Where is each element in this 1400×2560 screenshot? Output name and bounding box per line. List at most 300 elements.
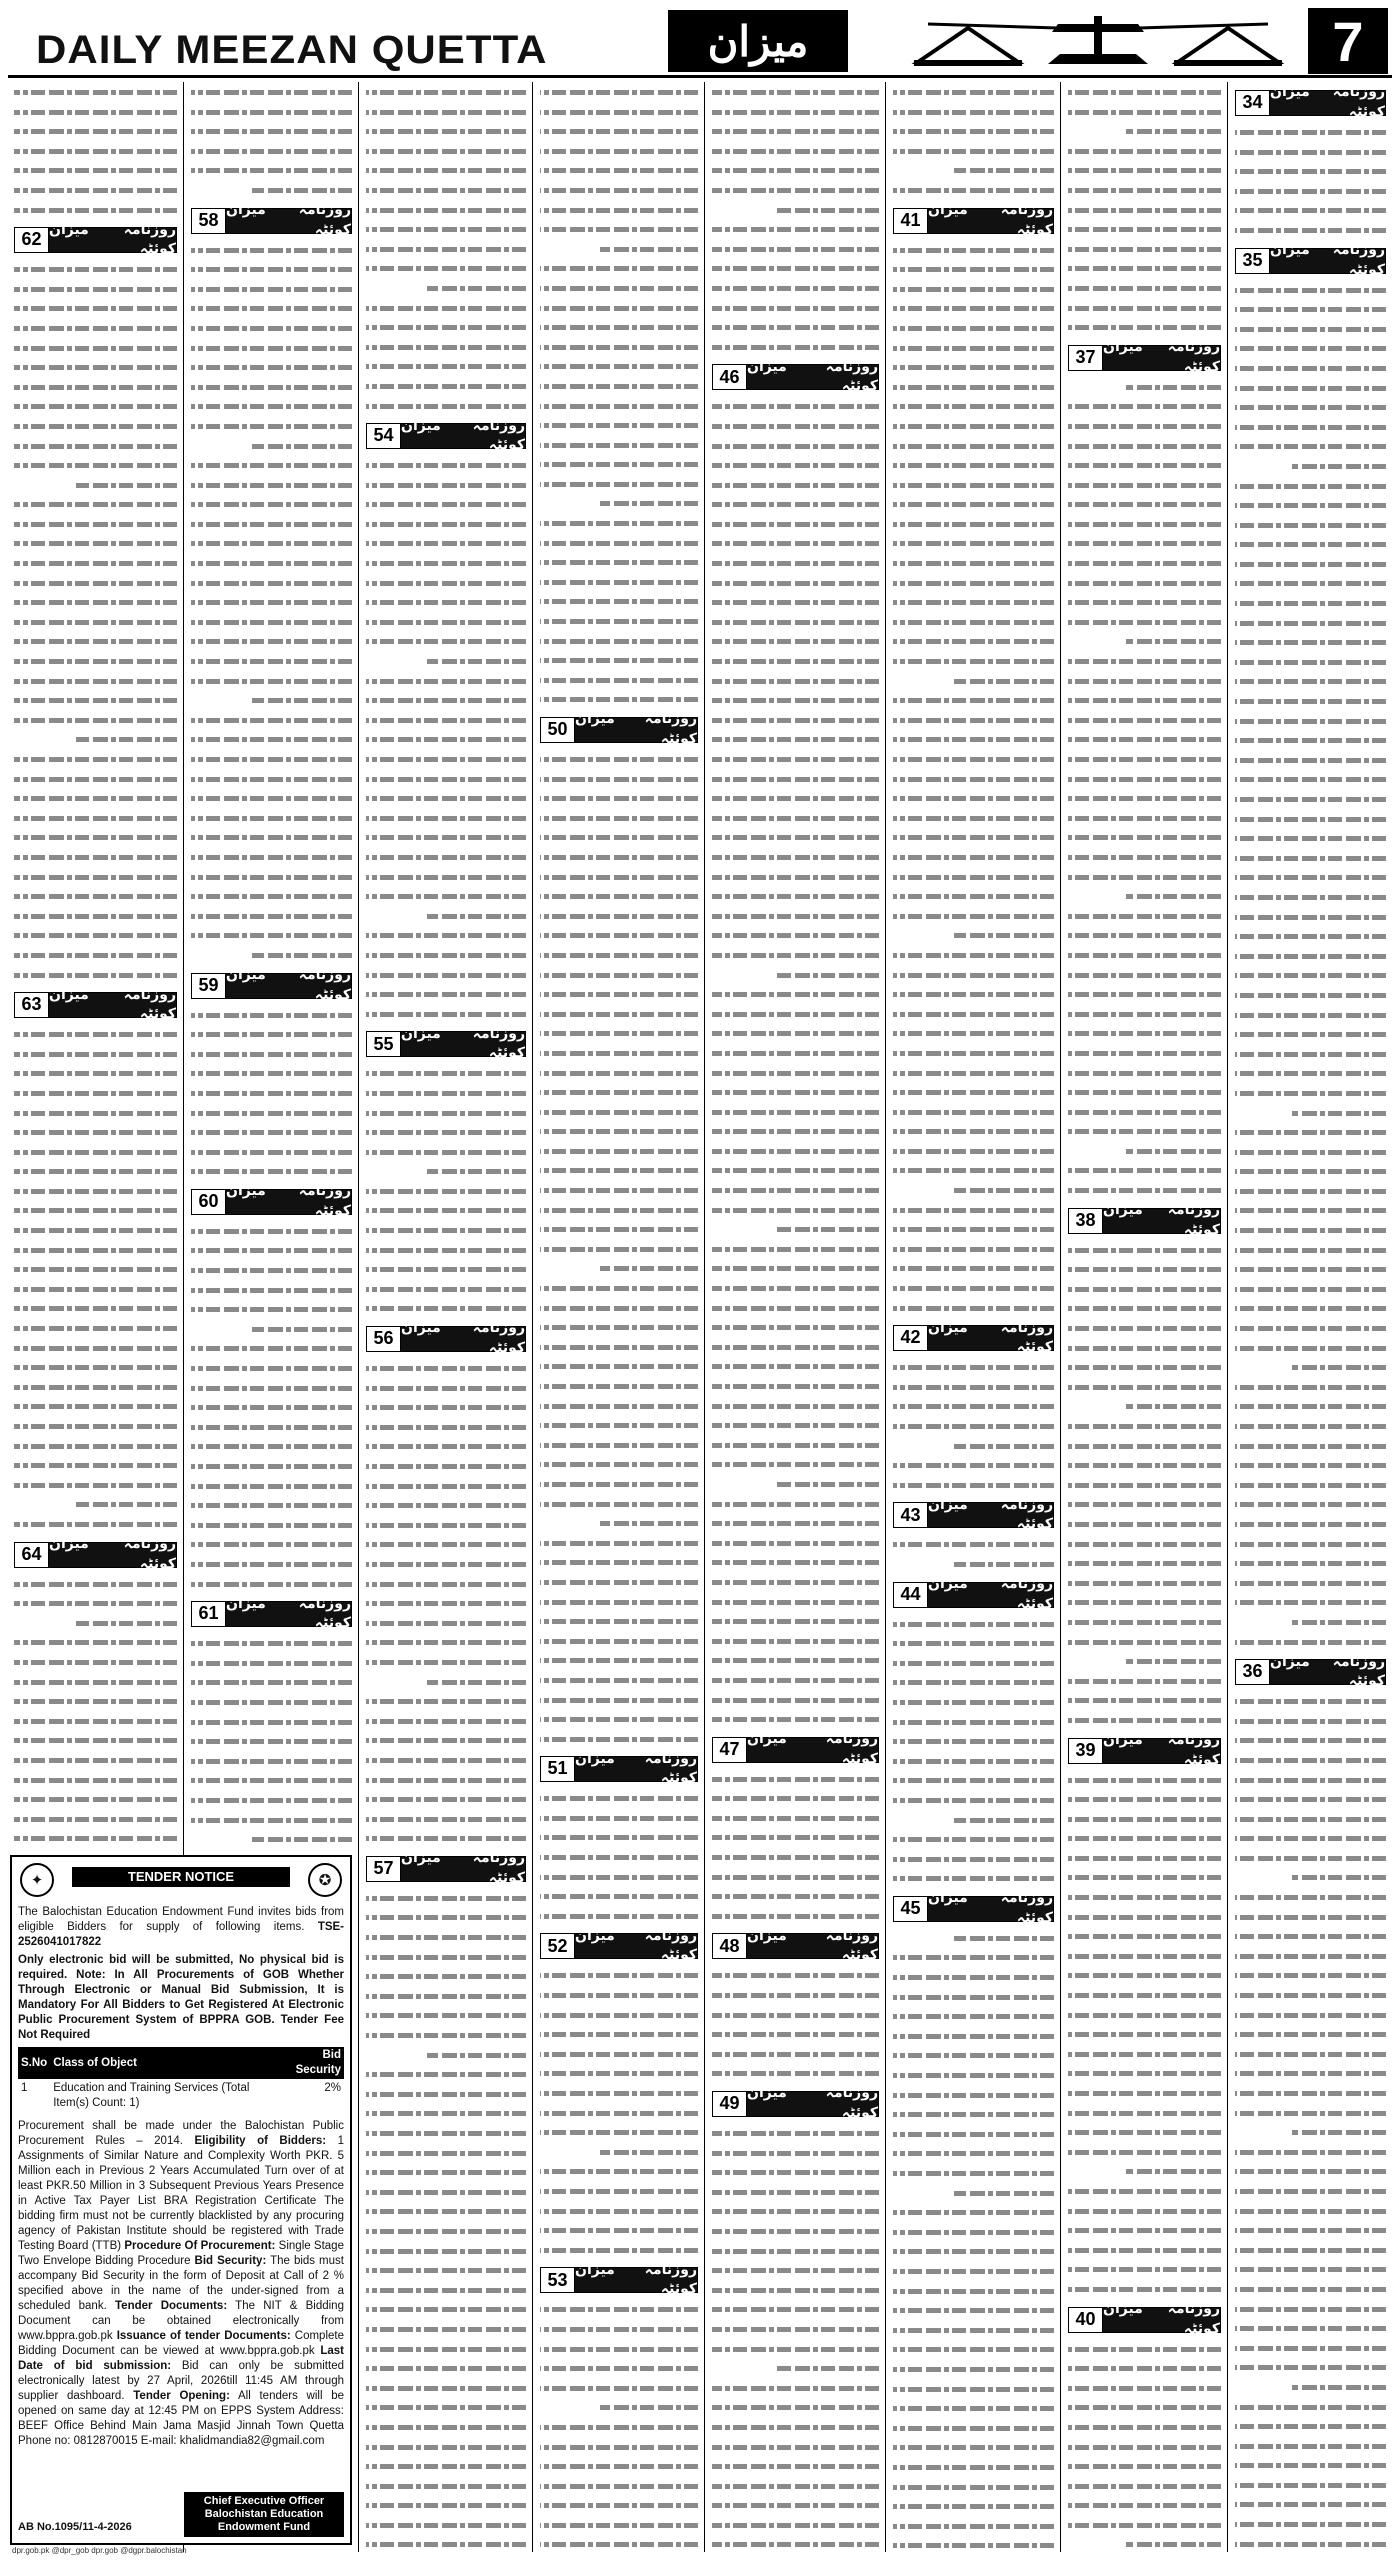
body-text-line bbox=[252, 945, 352, 965]
body-text-line bbox=[191, 318, 352, 338]
body-text-line bbox=[14, 573, 177, 593]
body-text-line bbox=[712, 2201, 879, 2221]
body-text-line bbox=[76, 1613, 177, 1633]
body-text-line bbox=[14, 416, 177, 436]
continuation-tag bbox=[14, 986, 177, 1023]
column-rule bbox=[1060, 82, 1061, 2552]
body-text-line bbox=[366, 1966, 526, 1986]
body-text-line bbox=[1235, 1024, 1386, 1044]
body-text-line bbox=[893, 573, 1054, 593]
body-text-line bbox=[712, 1631, 879, 1651]
body-text-line bbox=[191, 1672, 352, 1692]
body-text-line bbox=[540, 1788, 698, 1808]
body-text-line bbox=[1235, 2279, 1386, 2299]
body-text-line bbox=[1235, 750, 1386, 770]
body-text-line bbox=[191, 769, 352, 789]
body-text-line bbox=[893, 2339, 1054, 2359]
body-text-line bbox=[191, 1692, 352, 1712]
body-text-line bbox=[712, 1906, 879, 1926]
body-text-line bbox=[1235, 573, 1386, 593]
body-text-line bbox=[14, 1200, 177, 1220]
column-header: Class of Object bbox=[50, 2047, 277, 2079]
body-text-line bbox=[540, 1592, 698, 1612]
body-text-line bbox=[712, 2182, 879, 2202]
body-text-line bbox=[540, 337, 698, 357]
body-text-line bbox=[191, 631, 352, 651]
body-text-line bbox=[540, 141, 698, 161]
body-text-line bbox=[893, 1672, 1054, 1692]
body-text-line bbox=[712, 436, 879, 456]
table-header-row bbox=[18, 2047, 344, 2079]
body-text-line bbox=[1235, 1338, 1386, 1358]
tender-phone: Phone no: 0812870015 bbox=[18, 2435, 138, 2447]
body-text-line bbox=[712, 533, 879, 553]
body-text-line bbox=[712, 2319, 879, 2339]
body-text-line bbox=[712, 1670, 879, 1690]
body-text-line bbox=[366, 514, 526, 534]
body-text-line bbox=[893, 1987, 1054, 2007]
body-text-line bbox=[1068, 1475, 1221, 1495]
news-column-5 bbox=[534, 82, 704, 2552]
continuation-tag bbox=[540, 2261, 698, 2298]
body-text-line bbox=[366, 1907, 526, 1927]
body-text-line bbox=[1068, 651, 1221, 671]
government-seal-icon: ✦ bbox=[20, 1863, 54, 1897]
body-text-line bbox=[1235, 1142, 1386, 1162]
body-text-line bbox=[1235, 1711, 1386, 1731]
body-text-line bbox=[366, 475, 526, 495]
body-text-line bbox=[540, 1533, 698, 1553]
body-text-line bbox=[1068, 1907, 1221, 1927]
body-text-line bbox=[1068, 1573, 1221, 1593]
continuation-tag-number: 38 bbox=[1069, 1209, 1103, 1233]
body-text-line bbox=[540, 1690, 698, 1710]
body-text-line bbox=[1068, 1121, 1221, 1141]
body-text-line bbox=[14, 1259, 177, 1279]
body-text-line bbox=[1068, 1318, 1221, 1338]
body-text-line bbox=[366, 690, 526, 710]
body-text-line bbox=[712, 1985, 879, 2005]
body-text-line bbox=[1235, 2142, 1386, 2162]
body-text-line bbox=[893, 1063, 1054, 1083]
body-text-line bbox=[14, 867, 177, 887]
body-text-line bbox=[1068, 1926, 1221, 1946]
body-text-line bbox=[1068, 239, 1221, 259]
continuation-tag-label: روزنامہ میزان کوئٹہ bbox=[1103, 339, 1220, 375]
body-text-line bbox=[252, 436, 352, 456]
body-text-line bbox=[1068, 847, 1221, 867]
body-text-line bbox=[540, 749, 698, 769]
page-number: 7 bbox=[1308, 8, 1388, 74]
continuation-tag bbox=[1235, 84, 1386, 120]
body-text-line bbox=[712, 886, 879, 906]
body-text-line bbox=[191, 729, 352, 749]
body-text-line bbox=[712, 337, 879, 357]
body-text-line bbox=[1068, 867, 1221, 887]
body-text-line bbox=[366, 1417, 526, 1437]
body-text-line bbox=[893, 1712, 1054, 1732]
body-text-line bbox=[191, 279, 352, 299]
continuation-tag-number: 47 bbox=[713, 1738, 747, 1762]
body-text-line bbox=[893, 2241, 1054, 2261]
body-text-line bbox=[191, 240, 352, 260]
social-handles: dpr.gob.pk @dpr_gob dpr.gob @dgpr.balochistan bbox=[12, 2546, 187, 2555]
body-text-line bbox=[712, 1337, 879, 1357]
body-text-line bbox=[540, 2161, 698, 2181]
body-text-line bbox=[1068, 808, 1221, 828]
body-text-line bbox=[540, 200, 698, 220]
body-text-line bbox=[1235, 142, 1386, 162]
body-text-line bbox=[191, 1299, 352, 1319]
body-text-line bbox=[540, 1082, 698, 1102]
body-text-line bbox=[540, 2319, 698, 2339]
body-text-line bbox=[191, 1515, 352, 1535]
body-text-line bbox=[1068, 494, 1221, 514]
continuation-tag-number: 58 bbox=[192, 209, 226, 233]
body-text-line bbox=[1126, 631, 1221, 651]
body-text-line bbox=[893, 945, 1054, 965]
continuation-tag bbox=[1068, 1731, 1221, 1768]
body-text-line bbox=[14, 1298, 177, 1318]
body-text-line bbox=[540, 356, 698, 376]
body-text-line bbox=[1292, 1867, 1386, 1887]
body-text-line bbox=[1292, 1612, 1386, 1632]
body-text-line bbox=[1292, 2377, 1386, 2397]
body-text-line bbox=[712, 1396, 879, 1416]
body-text-line bbox=[1235, 2181, 1386, 2201]
body-text-line bbox=[1068, 2279, 1221, 2299]
continuation-tag-label: روزنامہ میزان کوئٹہ bbox=[1103, 2300, 1220, 2337]
column-rule bbox=[704, 82, 705, 2552]
body-text-line bbox=[893, 1829, 1054, 1849]
body-text-line bbox=[366, 200, 526, 220]
body-text-line bbox=[1235, 1553, 1386, 1573]
body-text-line bbox=[366, 2123, 526, 2143]
body-text-line bbox=[712, 102, 879, 122]
body-text-line bbox=[540, 867, 698, 887]
body-text-line bbox=[712, 769, 879, 789]
body-text-line bbox=[540, 847, 698, 867]
body-text-line bbox=[366, 337, 526, 357]
body-text-line bbox=[1068, 1828, 1221, 1848]
tender-intro: The Balochistan Education Endowment Fund invites bids from eligible Bidders for supply of following items. TSE-2526041017822 bbox=[18, 1906, 345, 1948]
body-text-line bbox=[712, 1376, 879, 1396]
body-text-line bbox=[1235, 1691, 1386, 1711]
body-text-line bbox=[893, 533, 1054, 553]
body-text-line bbox=[366, 1083, 526, 1103]
continuation-tag-number: 39 bbox=[1069, 1739, 1103, 1763]
body-text-line bbox=[1068, 2240, 1221, 2260]
body-text-line bbox=[1068, 1789, 1221, 1809]
body-text-line bbox=[1235, 554, 1386, 574]
body-text-line bbox=[366, 1200, 526, 1220]
body-text-line bbox=[712, 1160, 879, 1180]
body-text-line bbox=[540, 1650, 698, 1670]
body-text-line bbox=[1292, 456, 1386, 476]
body-text-line bbox=[600, 239, 698, 259]
continuation-tag-number: 64 bbox=[15, 1543, 49, 1567]
body-text-line bbox=[191, 1142, 352, 1162]
meezan-logo bbox=[668, 10, 848, 72]
ad-number: AB No.1095/11-4-2026 bbox=[18, 2521, 132, 2533]
body-text-line bbox=[1068, 2142, 1221, 2162]
body-text-line bbox=[712, 2044, 879, 2064]
body-text-line bbox=[954, 1554, 1054, 1574]
body-text-line bbox=[1068, 436, 1221, 456]
body-text-line bbox=[540, 2437, 698, 2457]
body-text-line bbox=[712, 1867, 879, 1887]
body-text-line bbox=[1235, 1809, 1386, 1829]
body-text-line bbox=[893, 455, 1054, 475]
body-text-line bbox=[1235, 2299, 1386, 2319]
continuation-tag-label: روزنامہ میزان کوئٹہ bbox=[226, 1183, 351, 1219]
body-text-line bbox=[14, 1338, 177, 1358]
body-text-line bbox=[366, 2201, 526, 2221]
body-text-line bbox=[366, 2025, 526, 2045]
continuation-tag-label: روزنامہ میزان کوئٹہ bbox=[747, 1731, 878, 1767]
body-text-line bbox=[366, 573, 526, 593]
body-text-line bbox=[540, 2103, 698, 2123]
continuation-tag-number: 52 bbox=[541, 1934, 575, 1958]
body-text-line bbox=[1068, 141, 1221, 161]
body-text-line bbox=[893, 396, 1054, 416]
body-text-line bbox=[191, 925, 352, 945]
continuation-tag bbox=[893, 1575, 1054, 1612]
body-text-line bbox=[14, 1730, 177, 1750]
body-text-line bbox=[1068, 1514, 1221, 1534]
body-text-line bbox=[14, 690, 177, 710]
body-text-line bbox=[14, 1809, 177, 1829]
body-text-line bbox=[1068, 416, 1221, 436]
body-text-line bbox=[366, 1691, 526, 1711]
continuation-tag bbox=[1235, 1653, 1386, 1690]
body-text-line bbox=[712, 2378, 879, 2398]
body-text-line bbox=[1235, 1416, 1386, 1436]
body-text-line bbox=[954, 2183, 1054, 2203]
body-text-line bbox=[893, 2300, 1054, 2320]
body-text-line bbox=[540, 2495, 698, 2515]
body-text-line bbox=[366, 1495, 526, 1515]
body-text-line bbox=[252, 1829, 352, 1842]
body-text-line bbox=[893, 1751, 1054, 1771]
body-text-line bbox=[893, 847, 1054, 867]
body-text-line bbox=[712, 2241, 879, 2261]
body-text-line bbox=[1068, 553, 1221, 573]
body-text-line bbox=[14, 180, 177, 200]
body-text-line bbox=[366, 769, 526, 789]
body-text-line bbox=[427, 278, 526, 298]
body-text-line bbox=[600, 2397, 698, 2417]
body-text-line bbox=[14, 945, 177, 965]
body-text-line bbox=[1235, 1592, 1386, 1612]
body-text-line bbox=[1235, 2005, 1386, 2025]
tender-notice-ad bbox=[10, 1855, 352, 2545]
news-column-6 bbox=[360, 82, 532, 2552]
body-text-line bbox=[540, 1867, 698, 1887]
body-text-line bbox=[14, 671, 177, 691]
body-text-line bbox=[1126, 377, 1221, 397]
body-text-line bbox=[366, 239, 526, 259]
body-text-line bbox=[893, 141, 1054, 161]
body-text-line bbox=[14, 82, 177, 102]
body-text-line bbox=[427, 2045, 526, 2065]
body-text-line bbox=[1235, 1789, 1386, 1809]
body-text-line bbox=[191, 338, 352, 358]
body-text-line bbox=[1068, 2397, 1221, 2417]
body-text-line bbox=[540, 906, 698, 926]
continuation-tag-label: روزنامہ میزان کوئٹہ bbox=[928, 201, 1053, 238]
body-text-line bbox=[366, 1632, 526, 1652]
body-text-line bbox=[893, 1160, 1054, 1180]
body-text-line bbox=[1235, 1044, 1386, 1064]
body-text-line bbox=[1235, 1828, 1386, 1848]
body-text-line bbox=[14, 1240, 177, 1260]
body-text-line bbox=[893, 279, 1054, 299]
body-text-line bbox=[712, 2299, 879, 2319]
body-text-line bbox=[893, 710, 1054, 730]
body-text-line bbox=[712, 1886, 879, 1906]
body-text-line bbox=[191, 259, 352, 279]
body-text-line bbox=[14, 1514, 177, 1534]
body-text-line bbox=[1235, 789, 1386, 809]
continuation-tag-number: 54 bbox=[367, 424, 401, 448]
body-text-line bbox=[191, 1731, 352, 1751]
body-text-line bbox=[893, 1200, 1054, 1220]
body-text-line bbox=[1068, 258, 1221, 278]
body-text-line bbox=[191, 475, 352, 495]
body-text-line bbox=[1068, 2456, 1221, 2476]
body-text-line bbox=[540, 670, 698, 690]
body-text-line bbox=[893, 2516, 1054, 2536]
body-text-line bbox=[540, 2083, 698, 2103]
body-text-line bbox=[366, 2534, 526, 2552]
body-text-line bbox=[366, 1613, 526, 1633]
body-text-line bbox=[1235, 1632, 1386, 1652]
body-text-line bbox=[1068, 1180, 1221, 1200]
body-text-line bbox=[366, 1986, 526, 2006]
body-text-line bbox=[893, 612, 1054, 632]
body-text-line bbox=[712, 945, 879, 965]
body-text-line bbox=[366, 219, 526, 239]
body-text-line bbox=[893, 1633, 1054, 1653]
body-text-line bbox=[540, 2044, 698, 2064]
body-text-line bbox=[366, 298, 526, 318]
body-text-line bbox=[540, 1102, 698, 1122]
body-text-line bbox=[893, 2398, 1054, 2418]
body-text-line bbox=[191, 1495, 352, 1515]
body-text-line bbox=[893, 1141, 1054, 1161]
body-text-line bbox=[1068, 769, 1221, 789]
continuation-tag bbox=[366, 1025, 526, 1062]
body-text-line bbox=[1235, 220, 1386, 240]
body-text-line bbox=[1235, 887, 1386, 907]
continuation-tag bbox=[540, 1750, 698, 1787]
body-text-line bbox=[1068, 2181, 1221, 2201]
body-text-line bbox=[1235, 671, 1386, 691]
body-text-line bbox=[366, 847, 526, 867]
body-text-line bbox=[14, 769, 177, 789]
body-text-line bbox=[712, 2280, 879, 2300]
body-text-line bbox=[76, 729, 177, 749]
body-text-line bbox=[1235, 691, 1386, 711]
body-text-line bbox=[1235, 1396, 1386, 1416]
body-text-line bbox=[191, 1770, 352, 1790]
continuation-tag-number: 40 bbox=[1069, 2308, 1103, 2332]
beef-logo-icon: ✪ bbox=[308, 1863, 342, 1897]
body-text-line bbox=[893, 2065, 1054, 2085]
body-text-line bbox=[893, 827, 1054, 847]
continuation-tag-number: 37 bbox=[1069, 346, 1103, 370]
body-text-line bbox=[427, 1161, 526, 1181]
body-text-line bbox=[712, 1827, 879, 1847]
body-text-line bbox=[712, 514, 879, 534]
body-text-line bbox=[1235, 515, 1386, 535]
body-text-line bbox=[366, 1652, 526, 1672]
body-text-line bbox=[893, 1534, 1054, 1554]
body-text-line bbox=[1235, 1455, 1386, 1475]
body-text-line bbox=[893, 1475, 1054, 1495]
continuation-tag-label: روزنامہ میزان کوئٹہ bbox=[1270, 1653, 1385, 1690]
body-text-line bbox=[540, 396, 698, 416]
body-text-line bbox=[712, 1650, 879, 1670]
body-text-line bbox=[712, 1023, 879, 1043]
body-text-line bbox=[191, 1083, 352, 1103]
body-text-line bbox=[540, 1219, 698, 1239]
body-text-line bbox=[1126, 1141, 1221, 1161]
body-text-line bbox=[540, 376, 698, 396]
body-text-line bbox=[1068, 2417, 1221, 2437]
body-text-line bbox=[1068, 671, 1221, 691]
body-text-line bbox=[366, 886, 526, 906]
body-text-line bbox=[1126, 2161, 1221, 2181]
body-text-line bbox=[893, 1731, 1054, 1751]
body-text-line bbox=[366, 141, 526, 161]
body-text-line bbox=[712, 160, 879, 180]
body-text-line bbox=[540, 2417, 698, 2437]
body-text-line bbox=[712, 1592, 879, 1612]
electronic-bid-note: Only electronic bid will be submitted, No physical bid is required. Note: In All Procurements of GOB Whether Through Electronic or Manual Bid Submission, It is Mandatory For All Bidders to Get Registered At Electronic Public Procurement System of BPPRA GOB. Tender Fee Not Required bbox=[18, 1954, 344, 2041]
body-text-line bbox=[14, 612, 177, 632]
body-text-line bbox=[252, 690, 352, 710]
body-text-line bbox=[1068, 1887, 1221, 1907]
body-text-line bbox=[1235, 2397, 1386, 2417]
continuation-tag-label: روزنامہ میزان کوئٹہ bbox=[747, 358, 878, 395]
body-text-line bbox=[540, 1317, 698, 1337]
body-text-line bbox=[1235, 2103, 1386, 2123]
body-text-line bbox=[1068, 1043, 1221, 1063]
continuation-tag-number: 60 bbox=[192, 1190, 226, 1214]
body-text-line bbox=[1235, 1887, 1386, 1907]
body-text-line bbox=[893, 1455, 1054, 1475]
continuation-tag bbox=[712, 2085, 879, 2121]
body-text-line bbox=[540, 2456, 698, 2476]
body-text-line bbox=[712, 1533, 879, 1553]
body-text-line bbox=[540, 1808, 698, 1828]
body-text-line bbox=[712, 1317, 879, 1337]
body-text-line bbox=[893, 1868, 1054, 1888]
body-text-line bbox=[712, 219, 879, 239]
body-text-line bbox=[1235, 2338, 1386, 2358]
continuation-tag bbox=[14, 1535, 177, 1572]
body-text-line bbox=[540, 965, 698, 985]
body-text-line bbox=[712, 416, 879, 436]
body-text-line bbox=[1068, 2024, 1221, 2044]
continuation-tag-number: 51 bbox=[541, 1757, 575, 1781]
body-text-line bbox=[712, 729, 879, 749]
body-text-line bbox=[1235, 1200, 1386, 1220]
body-text-line bbox=[366, 2221, 526, 2241]
body-text-line bbox=[1068, 925, 1221, 945]
